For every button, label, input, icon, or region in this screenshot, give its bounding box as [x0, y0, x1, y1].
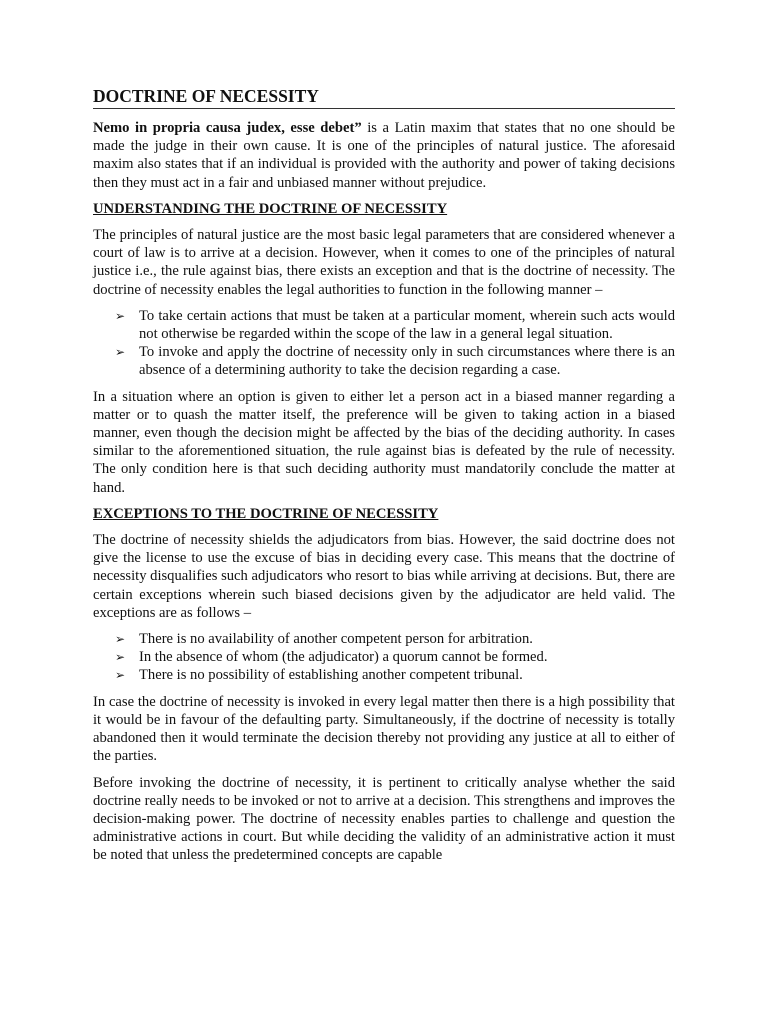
list-item: ➢ To invoke and apply the doctrine of necessity only in such circumstances where there is an absence of a determining authority to take the decision regarding a case. — [115, 344, 675, 379]
arrowhead-bullet-icon: ➢ — [115, 668, 126, 683]
list-item: ➢ There is no availability of another competent person for arbitration. — [115, 631, 533, 648]
document-page — [93, 86, 675, 873]
list-item: ➢ In the absence of whom (the adjudicator) a quorum cannot be formed. — [115, 649, 548, 666]
bullet-list — [93, 307, 675, 380]
paragraph: Before invoking the doctrine of necessity, it is pertinent to critically analyse whether the said doctrine really needs to be invoked or not to arrive at a decision. This strengthens and improves the decision-making power. The doctrine of necessity enables parties to challenge and question the administrative actions in court. But while deciding the validity of an administrative action it must be noted that unless the predetermined concepts are capable — [93, 774, 675, 864]
paragraph: The principles of natural justice are the most basic legal parameters that are considered whenever a court of law is to arrive at a decision. However, when it comes to one of the principles of natural justice i.e., the rule against bias, there exists an exception and that is the doctrine of necessity. The doctrine of necessity enables the legal authorities to function in the following manner – — [93, 227, 675, 298]
section-heading-understanding: UNDERSTANDING THE DOCTRINE OF NECESSITY — [93, 200, 448, 217]
arrowhead-bullet-icon: ➢ — [115, 308, 126, 323]
list-item: ➢ There is no possibility of establishing another competent tribunal. — [115, 667, 523, 684]
paragraph: The doctrine of necessity shields the adjudicators from bias. However, the said doctrine does not give the license to use the excuse of bias in deciding every case. This means that the doctrine of necessity disqualifies such adjudicators who resort to bias while arriving at decisions. But, there are certain exceptions wherein such biased decisions given by the adjudicator are held valid. The exceptions are as follows – — [93, 532, 675, 621]
paragraph: In a situation where an option is given to either let a person act in a biased manner regarding a matter or to quash the matter itself, the preference will be given to taking action in a biased manner, even though the decision might be affected by the bias of the deciding authority. In cases similar to the aforementioned situation, the rule against bias is defeated by the rule of necessity. The only condition here is that such deciding authority must mandatorily conclude the matter at hand. — [93, 388, 675, 496]
bullet-list — [93, 630, 675, 685]
latin-maxim: Nemo in propria causa judex, esse debet” — [93, 120, 362, 136]
arrowhead-bullet-icon: ➢ — [115, 632, 126, 647]
section-heading-exceptions: EXCEPTIONS TO THE DOCTRINE OF NECESSITY — [93, 505, 439, 522]
list-item: ➢ To take certain actions that must be taken at a particular moment, wherein such acts would not otherwise be regarded within the scope of the law in a general legal situation. — [115, 307, 675, 343]
arrowhead-bullet-icon: ➢ — [115, 650, 126, 665]
paragraph: In case the doctrine of necessity is invoked in every legal matter then there is a high possibility that it would be in favour of the defaulting party. Simultaneously, if the doctrine of necessity is totally abandoned then it would terminate the decision thereby not providing any justice at all to either of the parties. — [93, 693, 675, 765]
arrowhead-bullet-icon: ➢ — [115, 345, 126, 360]
intro-paragraph — [93, 119, 675, 192]
document-title: DOCTRINE OF NECESSITY — [93, 86, 675, 109]
intro-text: is a Latin maxim that states that no one should be made the judge in their own cause. It is one of the principles of natural justice. The aforesaid maxim also states that if an individual is provided with the authority and power of taking decisions then they must act in a fair and unbiased manner without prejudice. — [93, 120, 675, 191]
